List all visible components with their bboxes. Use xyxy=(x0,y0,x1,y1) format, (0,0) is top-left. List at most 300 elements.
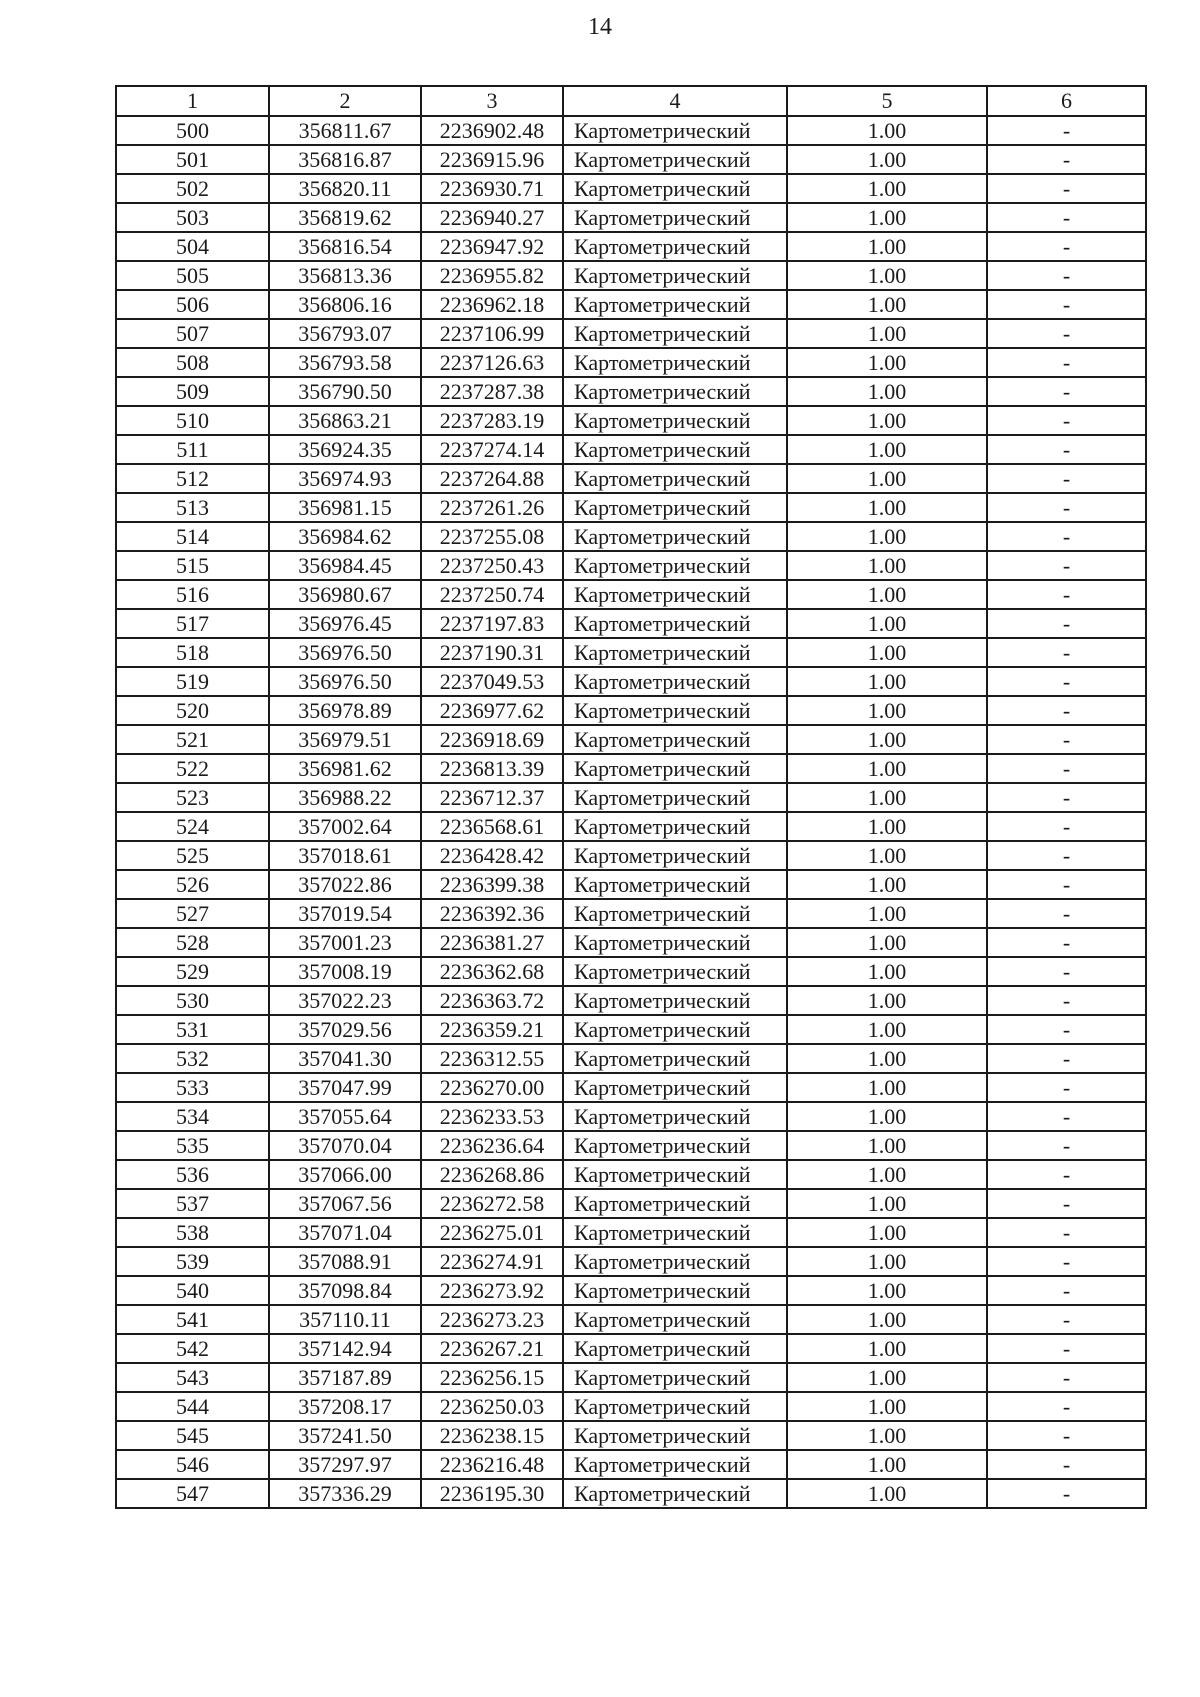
column-header-4: 4 xyxy=(563,86,787,116)
method-cell: Картометрический xyxy=(563,203,787,232)
x-coordinate-cell: 357142.94 xyxy=(269,1334,421,1363)
accuracy-cell: 1.00 xyxy=(787,377,987,406)
x-coordinate-cell: 357070.04 xyxy=(269,1131,421,1160)
table-row xyxy=(116,1102,1146,1131)
description-cell: - xyxy=(987,145,1146,174)
description-cell: - xyxy=(987,493,1146,522)
table-row xyxy=(116,377,1146,406)
description-cell: - xyxy=(987,580,1146,609)
method-cell: Картометрический xyxy=(563,580,787,609)
method-cell: Картометрический xyxy=(563,1247,787,1276)
y-coordinate-cell: 2236363.72 xyxy=(421,986,563,1015)
description-cell: - xyxy=(987,348,1146,377)
coordinates-table xyxy=(115,85,1147,1509)
point-number-cell: 527 xyxy=(116,899,269,928)
y-coordinate-cell: 2236238.15 xyxy=(421,1421,563,1450)
x-coordinate-cell: 357029.56 xyxy=(269,1015,421,1044)
point-number-cell: 514 xyxy=(116,522,269,551)
method-cell: Картометрический xyxy=(563,1392,787,1421)
point-number-cell: 528 xyxy=(116,928,269,957)
accuracy-cell: 1.00 xyxy=(787,812,987,841)
table-row xyxy=(116,1334,1146,1363)
y-coordinate-cell: 2236250.03 xyxy=(421,1392,563,1421)
x-coordinate-cell: 356980.67 xyxy=(269,580,421,609)
x-coordinate-cell: 357002.64 xyxy=(269,812,421,841)
table-row xyxy=(116,174,1146,203)
y-coordinate-cell: 2237197.83 xyxy=(421,609,563,638)
description-cell: - xyxy=(987,1305,1146,1334)
table-row xyxy=(116,1044,1146,1073)
table-row xyxy=(116,1450,1146,1479)
y-coordinate-cell: 2236977.62 xyxy=(421,696,563,725)
point-number-cell: 524 xyxy=(116,812,269,841)
description-cell: - xyxy=(987,551,1146,580)
method-cell: Картометрический xyxy=(563,1189,787,1218)
x-coordinate-cell: 357041.30 xyxy=(269,1044,421,1073)
x-coordinate-cell: 357066.00 xyxy=(269,1160,421,1189)
y-coordinate-cell: 2237287.38 xyxy=(421,377,563,406)
accuracy-cell: 1.00 xyxy=(787,1044,987,1073)
point-number-cell: 508 xyxy=(116,348,269,377)
accuracy-cell: 1.00 xyxy=(787,638,987,667)
method-cell: Картометрический xyxy=(563,464,787,493)
method-cell: Картометрический xyxy=(563,783,787,812)
table-body xyxy=(116,116,1146,1508)
point-number-cell: 522 xyxy=(116,754,269,783)
description-cell: - xyxy=(987,464,1146,493)
x-coordinate-cell: 357098.84 xyxy=(269,1276,421,1305)
point-number-cell: 546 xyxy=(116,1450,269,1479)
method-cell: Картометрический xyxy=(563,435,787,464)
table-row xyxy=(116,493,1146,522)
table-row xyxy=(116,754,1146,783)
accuracy-cell: 1.00 xyxy=(787,986,987,1015)
method-cell: Картометрический xyxy=(563,522,787,551)
y-coordinate-cell: 2236712.37 xyxy=(421,783,563,812)
description-cell: - xyxy=(987,1421,1146,1450)
y-coordinate-cell: 2236274.91 xyxy=(421,1247,563,1276)
accuracy-cell: 1.00 xyxy=(787,435,987,464)
point-number-cell: 542 xyxy=(116,1334,269,1363)
method-cell: Картометрический xyxy=(563,116,787,145)
x-coordinate-cell: 357110.11 xyxy=(269,1305,421,1334)
description-cell: - xyxy=(987,406,1146,435)
accuracy-cell: 1.00 xyxy=(787,1218,987,1247)
x-coordinate-cell: 356976.45 xyxy=(269,609,421,638)
accuracy-cell: 1.00 xyxy=(787,899,987,928)
description-cell: - xyxy=(987,1479,1146,1508)
method-cell: Картометрический xyxy=(563,1073,787,1102)
table-row xyxy=(116,1160,1146,1189)
x-coordinate-cell: 356924.35 xyxy=(269,435,421,464)
point-number-cell: 529 xyxy=(116,957,269,986)
table-row xyxy=(116,609,1146,638)
method-cell: Картометрический xyxy=(563,174,787,203)
x-coordinate-cell: 357067.56 xyxy=(269,1189,421,1218)
method-cell: Картометрический xyxy=(563,1218,787,1247)
table-row xyxy=(116,986,1146,1015)
y-coordinate-cell: 2237274.14 xyxy=(421,435,563,464)
x-coordinate-cell: 356984.45 xyxy=(269,551,421,580)
description-cell: - xyxy=(987,1044,1146,1073)
x-coordinate-cell: 357071.04 xyxy=(269,1218,421,1247)
description-cell: - xyxy=(987,319,1146,348)
method-cell: Картометрический xyxy=(563,406,787,435)
method-cell: Картометрический xyxy=(563,348,787,377)
table-row xyxy=(116,464,1146,493)
description-cell: - xyxy=(987,1276,1146,1305)
x-coordinate-cell: 357055.64 xyxy=(269,1102,421,1131)
table-row xyxy=(116,551,1146,580)
y-coordinate-cell: 2236233.53 xyxy=(421,1102,563,1131)
page-number: 14 xyxy=(588,14,612,40)
method-cell: Картометрический xyxy=(563,493,787,522)
method-cell: Картометрический xyxy=(563,1276,787,1305)
description-cell: - xyxy=(987,1392,1146,1421)
table-row xyxy=(116,1015,1146,1044)
accuracy-cell: 1.00 xyxy=(787,580,987,609)
y-coordinate-cell: 2236568.61 xyxy=(421,812,563,841)
x-coordinate-cell: 356976.50 xyxy=(269,638,421,667)
description-cell: - xyxy=(987,1218,1146,1247)
table-row xyxy=(116,1363,1146,1392)
point-number-cell: 530 xyxy=(116,986,269,1015)
description-cell: - xyxy=(987,812,1146,841)
x-coordinate-cell: 356976.50 xyxy=(269,667,421,696)
x-coordinate-cell: 357018.61 xyxy=(269,841,421,870)
accuracy-cell: 1.00 xyxy=(787,928,987,957)
method-cell: Картометрический xyxy=(563,232,787,261)
y-coordinate-cell: 2236256.15 xyxy=(421,1363,563,1392)
table-row xyxy=(116,841,1146,870)
point-number-cell: 502 xyxy=(116,174,269,203)
y-coordinate-cell: 2236359.21 xyxy=(421,1015,563,1044)
table-row xyxy=(116,783,1146,812)
table-row xyxy=(116,348,1146,377)
table-row xyxy=(116,116,1146,145)
accuracy-cell: 1.00 xyxy=(787,870,987,899)
accuracy-cell: 1.00 xyxy=(787,1189,987,1218)
method-cell: Картометрический xyxy=(563,290,787,319)
method-cell: Картометрический xyxy=(563,1363,787,1392)
point-number-cell: 515 xyxy=(116,551,269,580)
method-cell: Картометрический xyxy=(563,1102,787,1131)
accuracy-cell: 1.00 xyxy=(787,203,987,232)
table-row xyxy=(116,290,1146,319)
table-row xyxy=(116,638,1146,667)
accuracy-cell: 1.00 xyxy=(787,551,987,580)
x-coordinate-cell: 356790.50 xyxy=(269,377,421,406)
description-cell: - xyxy=(987,957,1146,986)
point-number-cell: 533 xyxy=(116,1073,269,1102)
table-row xyxy=(116,696,1146,725)
x-coordinate-cell: 356863.21 xyxy=(269,406,421,435)
table-row xyxy=(116,1305,1146,1334)
y-coordinate-cell: 2236273.23 xyxy=(421,1305,563,1334)
accuracy-cell: 1.00 xyxy=(787,348,987,377)
description-cell: - xyxy=(987,1450,1146,1479)
y-coordinate-cell: 2237261.26 xyxy=(421,493,563,522)
y-coordinate-cell: 2236275.01 xyxy=(421,1218,563,1247)
y-coordinate-cell: 2236267.21 xyxy=(421,1334,563,1363)
method-cell: Картометрический xyxy=(563,1131,787,1160)
method-cell: Картометрический xyxy=(563,1305,787,1334)
method-cell: Картометрический xyxy=(563,609,787,638)
table-row xyxy=(116,812,1146,841)
y-coordinate-cell: 2236270.00 xyxy=(421,1073,563,1102)
point-number-cell: 543 xyxy=(116,1363,269,1392)
table-row xyxy=(116,580,1146,609)
point-number-cell: 516 xyxy=(116,580,269,609)
table-row xyxy=(116,406,1146,435)
table-row xyxy=(116,899,1146,928)
method-cell: Картометрический xyxy=(563,841,787,870)
x-coordinate-cell: 357001.23 xyxy=(269,928,421,957)
accuracy-cell: 1.00 xyxy=(787,1305,987,1334)
point-number-cell: 531 xyxy=(116,1015,269,1044)
method-cell: Картометрический xyxy=(563,667,787,696)
column-header-5: 5 xyxy=(787,86,987,116)
x-coordinate-cell: 356793.58 xyxy=(269,348,421,377)
description-cell: - xyxy=(987,174,1146,203)
y-coordinate-cell: 2236930.71 xyxy=(421,174,563,203)
table-row xyxy=(116,145,1146,174)
description-cell: - xyxy=(987,725,1146,754)
method-cell: Картометрический xyxy=(563,754,787,783)
description-cell: - xyxy=(987,1189,1146,1218)
y-coordinate-cell: 2236955.82 xyxy=(421,261,563,290)
description-cell: - xyxy=(987,377,1146,406)
method-cell: Картометрический xyxy=(563,638,787,667)
table-row xyxy=(116,957,1146,986)
table-header xyxy=(116,86,1146,116)
description-cell: - xyxy=(987,841,1146,870)
accuracy-cell: 1.00 xyxy=(787,1160,987,1189)
x-coordinate-cell: 356806.16 xyxy=(269,290,421,319)
description-cell: - xyxy=(987,1102,1146,1131)
table-row xyxy=(116,1276,1146,1305)
y-coordinate-cell: 2236195.30 xyxy=(421,1479,563,1508)
y-coordinate-cell: 2237250.74 xyxy=(421,580,563,609)
accuracy-cell: 1.00 xyxy=(787,1073,987,1102)
x-coordinate-cell: 357187.89 xyxy=(269,1363,421,1392)
table-row xyxy=(116,435,1146,464)
point-number-cell: 526 xyxy=(116,870,269,899)
point-number-cell: 503 xyxy=(116,203,269,232)
accuracy-cell: 1.00 xyxy=(787,725,987,754)
accuracy-cell: 1.00 xyxy=(787,522,987,551)
point-number-cell: 510 xyxy=(116,406,269,435)
point-number-cell: 536 xyxy=(116,1160,269,1189)
method-cell: Картометрический xyxy=(563,928,787,957)
x-coordinate-cell: 356981.62 xyxy=(269,754,421,783)
description-cell: - xyxy=(987,638,1146,667)
description-cell: - xyxy=(987,522,1146,551)
table-row xyxy=(116,1392,1146,1421)
y-coordinate-cell: 2237049.53 xyxy=(421,667,563,696)
point-number-cell: 538 xyxy=(116,1218,269,1247)
method-cell: Картометрический xyxy=(563,1450,787,1479)
point-number-cell: 520 xyxy=(116,696,269,725)
point-number-cell: 518 xyxy=(116,638,269,667)
method-cell: Картометрический xyxy=(563,870,787,899)
accuracy-cell: 1.00 xyxy=(787,1479,987,1508)
x-coordinate-cell: 357022.23 xyxy=(269,986,421,1015)
accuracy-cell: 1.00 xyxy=(787,464,987,493)
method-cell: Картометрический xyxy=(563,957,787,986)
y-coordinate-cell: 2236940.27 xyxy=(421,203,563,232)
x-coordinate-cell: 357047.99 xyxy=(269,1073,421,1102)
y-coordinate-cell: 2237255.08 xyxy=(421,522,563,551)
header-row xyxy=(116,86,1146,116)
y-coordinate-cell: 2236902.48 xyxy=(421,116,563,145)
x-coordinate-cell: 356979.51 xyxy=(269,725,421,754)
point-number-cell: 521 xyxy=(116,725,269,754)
point-number-cell: 512 xyxy=(116,464,269,493)
column-header-1: 1 xyxy=(116,86,269,116)
table-row xyxy=(116,1421,1146,1450)
point-number-cell: 534 xyxy=(116,1102,269,1131)
method-cell: Картометрический xyxy=(563,812,787,841)
description-cell: - xyxy=(987,783,1146,812)
point-number-cell: 505 xyxy=(116,261,269,290)
method-cell: Картометрический xyxy=(563,899,787,928)
x-coordinate-cell: 356819.62 xyxy=(269,203,421,232)
method-cell: Картометрический xyxy=(563,261,787,290)
accuracy-cell: 1.00 xyxy=(787,1131,987,1160)
accuracy-cell: 1.00 xyxy=(787,957,987,986)
x-coordinate-cell: 357241.50 xyxy=(269,1421,421,1450)
method-cell: Картометрический xyxy=(563,377,787,406)
accuracy-cell: 1.00 xyxy=(787,116,987,145)
description-cell: - xyxy=(987,203,1146,232)
method-cell: Картометрический xyxy=(563,1044,787,1073)
description-cell: - xyxy=(987,1334,1146,1363)
x-coordinate-cell: 357022.86 xyxy=(269,870,421,899)
accuracy-cell: 1.00 xyxy=(787,754,987,783)
description-cell: - xyxy=(987,116,1146,145)
accuracy-cell: 1.00 xyxy=(787,667,987,696)
description-cell: - xyxy=(987,290,1146,319)
description-cell: - xyxy=(987,696,1146,725)
column-header-2: 2 xyxy=(269,86,421,116)
method-cell: Картометрический xyxy=(563,145,787,174)
table-row xyxy=(116,1131,1146,1160)
accuracy-cell: 1.00 xyxy=(787,406,987,435)
point-number-cell: 513 xyxy=(116,493,269,522)
y-coordinate-cell: 2236216.48 xyxy=(421,1450,563,1479)
x-coordinate-cell: 357008.19 xyxy=(269,957,421,986)
y-coordinate-cell: 2236312.55 xyxy=(421,1044,563,1073)
accuracy-cell: 1.00 xyxy=(787,696,987,725)
x-coordinate-cell: 357208.17 xyxy=(269,1392,421,1421)
accuracy-cell: 1.00 xyxy=(787,261,987,290)
description-cell: - xyxy=(987,261,1146,290)
point-number-cell: 525 xyxy=(116,841,269,870)
y-coordinate-cell: 2237264.88 xyxy=(421,464,563,493)
point-number-cell: 532 xyxy=(116,1044,269,1073)
method-cell: Картометрический xyxy=(563,1334,787,1363)
point-number-cell: 500 xyxy=(116,116,269,145)
x-coordinate-cell: 356984.62 xyxy=(269,522,421,551)
column-header-3: 3 xyxy=(421,86,563,116)
method-cell: Картометрический xyxy=(563,319,787,348)
x-coordinate-cell: 357297.97 xyxy=(269,1450,421,1479)
y-coordinate-cell: 2237106.99 xyxy=(421,319,563,348)
y-coordinate-cell: 2236428.42 xyxy=(421,841,563,870)
point-number-cell: 517 xyxy=(116,609,269,638)
accuracy-cell: 1.00 xyxy=(787,174,987,203)
table-row xyxy=(116,1247,1146,1276)
description-cell: - xyxy=(987,1073,1146,1102)
point-number-cell: 501 xyxy=(116,145,269,174)
description-cell: - xyxy=(987,928,1146,957)
table-row xyxy=(116,232,1146,261)
y-coordinate-cell: 2237283.19 xyxy=(421,406,563,435)
x-coordinate-cell: 356813.36 xyxy=(269,261,421,290)
x-coordinate-cell: 356816.87 xyxy=(269,145,421,174)
method-cell: Картометрический xyxy=(563,1479,787,1508)
description-cell: - xyxy=(987,1015,1146,1044)
accuracy-cell: 1.00 xyxy=(787,1450,987,1479)
accuracy-cell: 1.00 xyxy=(787,1363,987,1392)
point-number-cell: 511 xyxy=(116,435,269,464)
x-coordinate-cell: 356988.22 xyxy=(269,783,421,812)
x-coordinate-cell: 356793.07 xyxy=(269,319,421,348)
description-cell: - xyxy=(987,986,1146,1015)
table-row xyxy=(116,870,1146,899)
table-row xyxy=(116,203,1146,232)
description-cell: - xyxy=(987,1247,1146,1276)
y-coordinate-cell: 2236273.92 xyxy=(421,1276,563,1305)
point-number-cell: 547 xyxy=(116,1479,269,1508)
accuracy-cell: 1.00 xyxy=(787,1334,987,1363)
y-coordinate-cell: 2236272.58 xyxy=(421,1189,563,1218)
method-cell: Картометрический xyxy=(563,986,787,1015)
y-coordinate-cell: 2237126.63 xyxy=(421,348,563,377)
accuracy-cell: 1.00 xyxy=(787,290,987,319)
table-row xyxy=(116,1189,1146,1218)
accuracy-cell: 1.00 xyxy=(787,783,987,812)
description-cell: - xyxy=(987,232,1146,261)
y-coordinate-cell: 2236381.27 xyxy=(421,928,563,957)
description-cell: - xyxy=(987,667,1146,696)
description-cell: - xyxy=(987,1160,1146,1189)
table-row xyxy=(116,667,1146,696)
point-number-cell: 539 xyxy=(116,1247,269,1276)
x-coordinate-cell: 356816.54 xyxy=(269,232,421,261)
y-coordinate-cell: 2236362.68 xyxy=(421,957,563,986)
y-coordinate-cell: 2236268.86 xyxy=(421,1160,563,1189)
y-coordinate-cell: 2236813.39 xyxy=(421,754,563,783)
method-cell: Картометрический xyxy=(563,551,787,580)
point-number-cell: 519 xyxy=(116,667,269,696)
point-number-cell: 523 xyxy=(116,783,269,812)
point-number-cell: 507 xyxy=(116,319,269,348)
accuracy-cell: 1.00 xyxy=(787,1102,987,1131)
method-cell: Картометрический xyxy=(563,696,787,725)
description-cell: - xyxy=(987,609,1146,638)
y-coordinate-cell: 2236236.64 xyxy=(421,1131,563,1160)
method-cell: Картометрический xyxy=(563,1160,787,1189)
method-cell: Картометрический xyxy=(563,725,787,754)
description-cell: - xyxy=(987,1363,1146,1392)
accuracy-cell: 1.00 xyxy=(787,1015,987,1044)
accuracy-cell: 1.00 xyxy=(787,1421,987,1450)
description-cell: - xyxy=(987,754,1146,783)
point-number-cell: 541 xyxy=(116,1305,269,1334)
accuracy-cell: 1.00 xyxy=(787,493,987,522)
